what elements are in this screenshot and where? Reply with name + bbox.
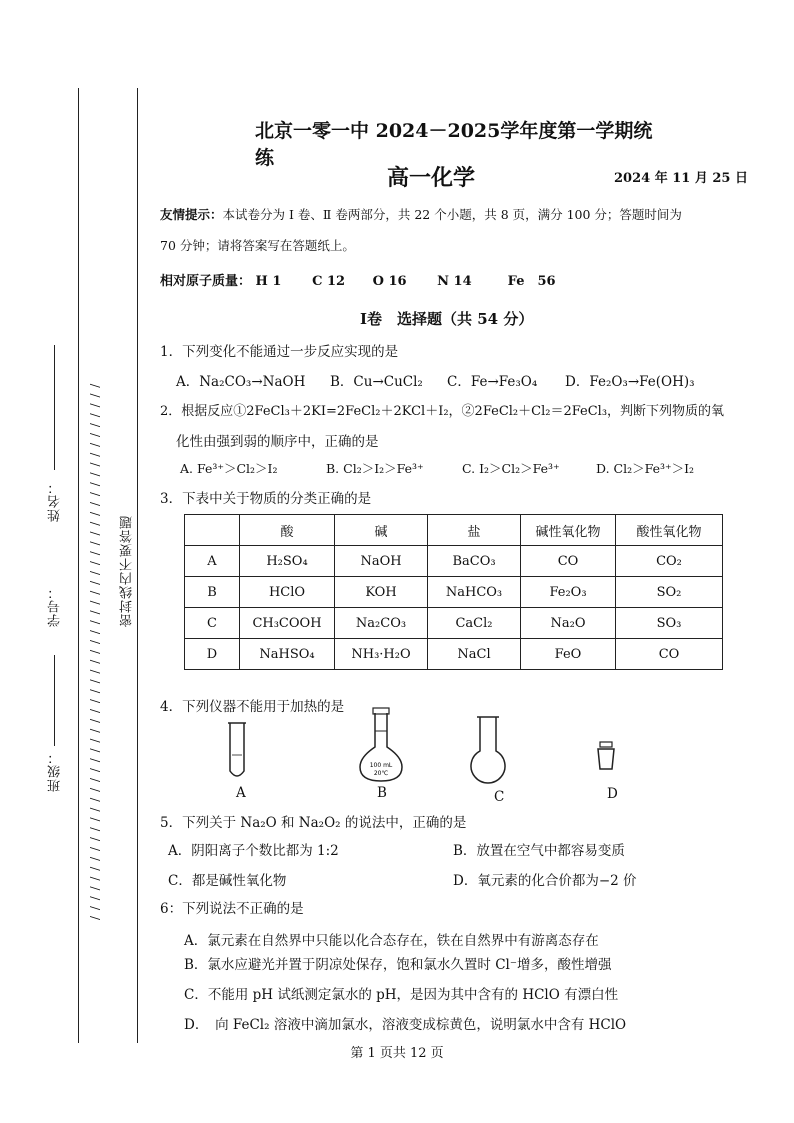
q6-option-a: A．氯元素在自然界中只能以化合态存在，铁在自然界中有游离态存在 — [184, 933, 599, 949]
table-header-cell: 盐 — [428, 515, 521, 546]
q1-option-c: C．Fe→Fe₃O₄ — [447, 374, 538, 390]
table-header-cell: 酸 — [240, 515, 335, 546]
student-id-field — [46, 585, 66, 645]
q5-option-d: D．氧元素的化合价都为−2 价 — [453, 873, 637, 889]
table-header-cell — [185, 515, 240, 546]
table-cell: KOH — [335, 577, 428, 608]
table-cell: CH₃COOH — [240, 608, 335, 639]
binding-notice: 密封线内不要答题 — [120, 515, 135, 627]
table-cell: NaHSO₄ — [240, 639, 335, 670]
table-row — [185, 577, 723, 608]
beaker-icon — [598, 742, 614, 769]
q6-option-b: B．氯水应避光并置于阴凉处保存，饱和氯水久置时 Cl⁻增多，酸性增强 — [184, 957, 612, 973]
table-cell: FeO — [521, 639, 616, 670]
table-cell: BaCO₃ — [428, 546, 521, 577]
binding-line-right — [137, 88, 138, 1043]
flask-temp-label: 20℃ — [373, 770, 389, 777]
q5-stem: 5．下列关于 Na₂O 和 Na₂O₂ 的说法中，正确的是 — [160, 815, 467, 831]
mass-h: H 1 — [255, 274, 282, 289]
q2-stem-line1: 2．根据反应①2FeCl₃＋2KI=2FeCl₂＋2KCl＋I₂，②2FeCl₂＋Cl₂＝2FeCl₃，判断下列物质的氧 — [160, 404, 725, 419]
subject-title: 高一化学 — [387, 165, 476, 191]
round-bottom-flask-icon — [471, 717, 505, 783]
q1-stem: 1．下列变化不能通过一步反应实现的是 — [160, 344, 399, 360]
q3-stem: 3．下表中关于物质的分类正确的是 — [160, 491, 372, 507]
q1-option-d: D．Fe₂O₃→Fe(OH)₃ — [565, 374, 695, 390]
table-header-cell: 碱性氧化物 — [521, 515, 616, 546]
table-cell: NaHCO₃ — [428, 577, 521, 608]
classification-table — [184, 514, 723, 670]
q4-label-c: C — [494, 789, 505, 805]
tip-text-1: 本试卷分为 Ⅰ 卷、Ⅱ 卷两部分，共 22 个小题，共 8 页，满分 100 分；答题时间为 — [222, 207, 682, 222]
apparatus-illustrations — [200, 705, 640, 785]
table-cell: CaCl₂ — [428, 608, 521, 639]
q4-label-d: D — [607, 786, 618, 802]
atomic-mass-label: 相对原子质量： — [160, 274, 252, 289]
table-cell: H₂SO₄ — [240, 546, 335, 577]
q4-label-b: B — [377, 785, 387, 801]
student-id-label: 学号： — [48, 585, 63, 627]
table-cell: C — [185, 608, 240, 639]
q2-option-c: C. I₂＞Cl₂＞Fe³⁺ — [462, 461, 560, 476]
table-cell: D — [185, 639, 240, 670]
table-cell: Na₂CO₃ — [335, 608, 428, 639]
section-title: Ⅰ卷 选择题（共 54 分） — [360, 310, 534, 328]
q4-stem: 4．下列仪器不能用于加热的是 — [160, 699, 345, 715]
table-cell: CO₂ — [616, 546, 723, 577]
q5-option-b: B．放置在空气中都容易变质 — [453, 843, 625, 859]
exam-date: 2024 年 11 月 25 日 — [614, 171, 748, 186]
mass-c: C 12 — [312, 274, 346, 289]
class-underline — [54, 718, 55, 746]
q5-option-a: A．阴阳离子个数比都为 1:2 — [168, 843, 339, 859]
test-tube-icon — [228, 723, 246, 776]
table-cell: SO₂ — [616, 577, 723, 608]
tip-label: 友情提示： — [160, 207, 223, 222]
volumetric-flask-icon — [360, 708, 402, 781]
mass-n: N 14 — [437, 274, 472, 289]
q1-option-a: A．Na₂CO₃→NaOH — [176, 374, 306, 390]
table-cell: B — [185, 577, 240, 608]
q6-option-c: C．不能用 pH 试纸测定氯水的 pH，是因为其中含有的 HClO 有漂白性 — [184, 987, 619, 1003]
mass-o: O 16 — [372, 274, 407, 289]
table-cell: NH₃·H₂O — [335, 639, 428, 670]
table-cell: HClO — [240, 577, 335, 608]
q2-stem-line2: 化性由强到弱的顺序中，正确的是 — [176, 434, 379, 450]
table-cell: SO₃ — [616, 608, 723, 639]
table-row — [185, 546, 723, 577]
q1-option-b: B．Cu→CuCl₂ — [330, 374, 423, 390]
table-row — [185, 639, 723, 670]
atomic-mass-row — [160, 270, 556, 289]
table-header-row — [185, 515, 723, 546]
table-cell: CO — [616, 639, 723, 670]
name-field — [46, 345, 66, 555]
name-label: 姓名： — [48, 480, 63, 522]
table-header-cell: 碱 — [335, 515, 428, 546]
table-header-cell: 酸性氧化物 — [616, 515, 723, 546]
q6-option-d: D． 向 FeCl₂ 溶液中滴加氯水，溶液变成棕黄色，说明氯水中含有 HClO — [184, 1017, 627, 1033]
binding-dash-column: / / / / / / / / / / / / / / / / / / / / / / / / / / / / / / / / / / / / / / / / / / / / / / / / / / / / / / / — [88, 382, 102, 920]
flask-volume-label: 100 mL — [369, 762, 393, 769]
q2-option-d: D. Cl₂＞Fe³⁺＞I₂ — [596, 461, 695, 476]
table-cell: A — [185, 546, 240, 577]
table-row — [185, 608, 723, 639]
exam-title: 北京一零一中 2024－2025学年度第一学期统练 — [255, 120, 653, 169]
q5-option-c: C．都是碱性氧化物 — [168, 873, 287, 889]
tip-line-1 — [160, 205, 682, 223]
q2-option-a: A. Fe³⁺＞Cl₂＞I₂ — [180, 461, 278, 476]
table-cell: CO — [521, 546, 616, 577]
table-cell: Na₂O — [521, 608, 616, 639]
q2-option-b: B. Cl₂＞I₂＞Fe³⁺ — [326, 461, 424, 476]
page-footer: 第 1 页共 12 页 — [350, 1046, 444, 1061]
table-cell: Fe₂O₃ — [521, 577, 616, 608]
q6-stem: 6：下列说法不正确的是 — [160, 901, 304, 917]
table-cell: NaCl — [428, 639, 521, 670]
q4-label-a: A — [236, 785, 246, 801]
class-label: 班级： — [48, 750, 63, 792]
mass-fe: Fe 56 — [507, 274, 556, 289]
binding-line-left — [78, 88, 79, 1043]
class-field — [46, 750, 66, 810]
tip-line-2: 70 分钟；请将答案写在答题纸上。 — [160, 238, 355, 253]
table-cell: NaOH — [335, 546, 428, 577]
